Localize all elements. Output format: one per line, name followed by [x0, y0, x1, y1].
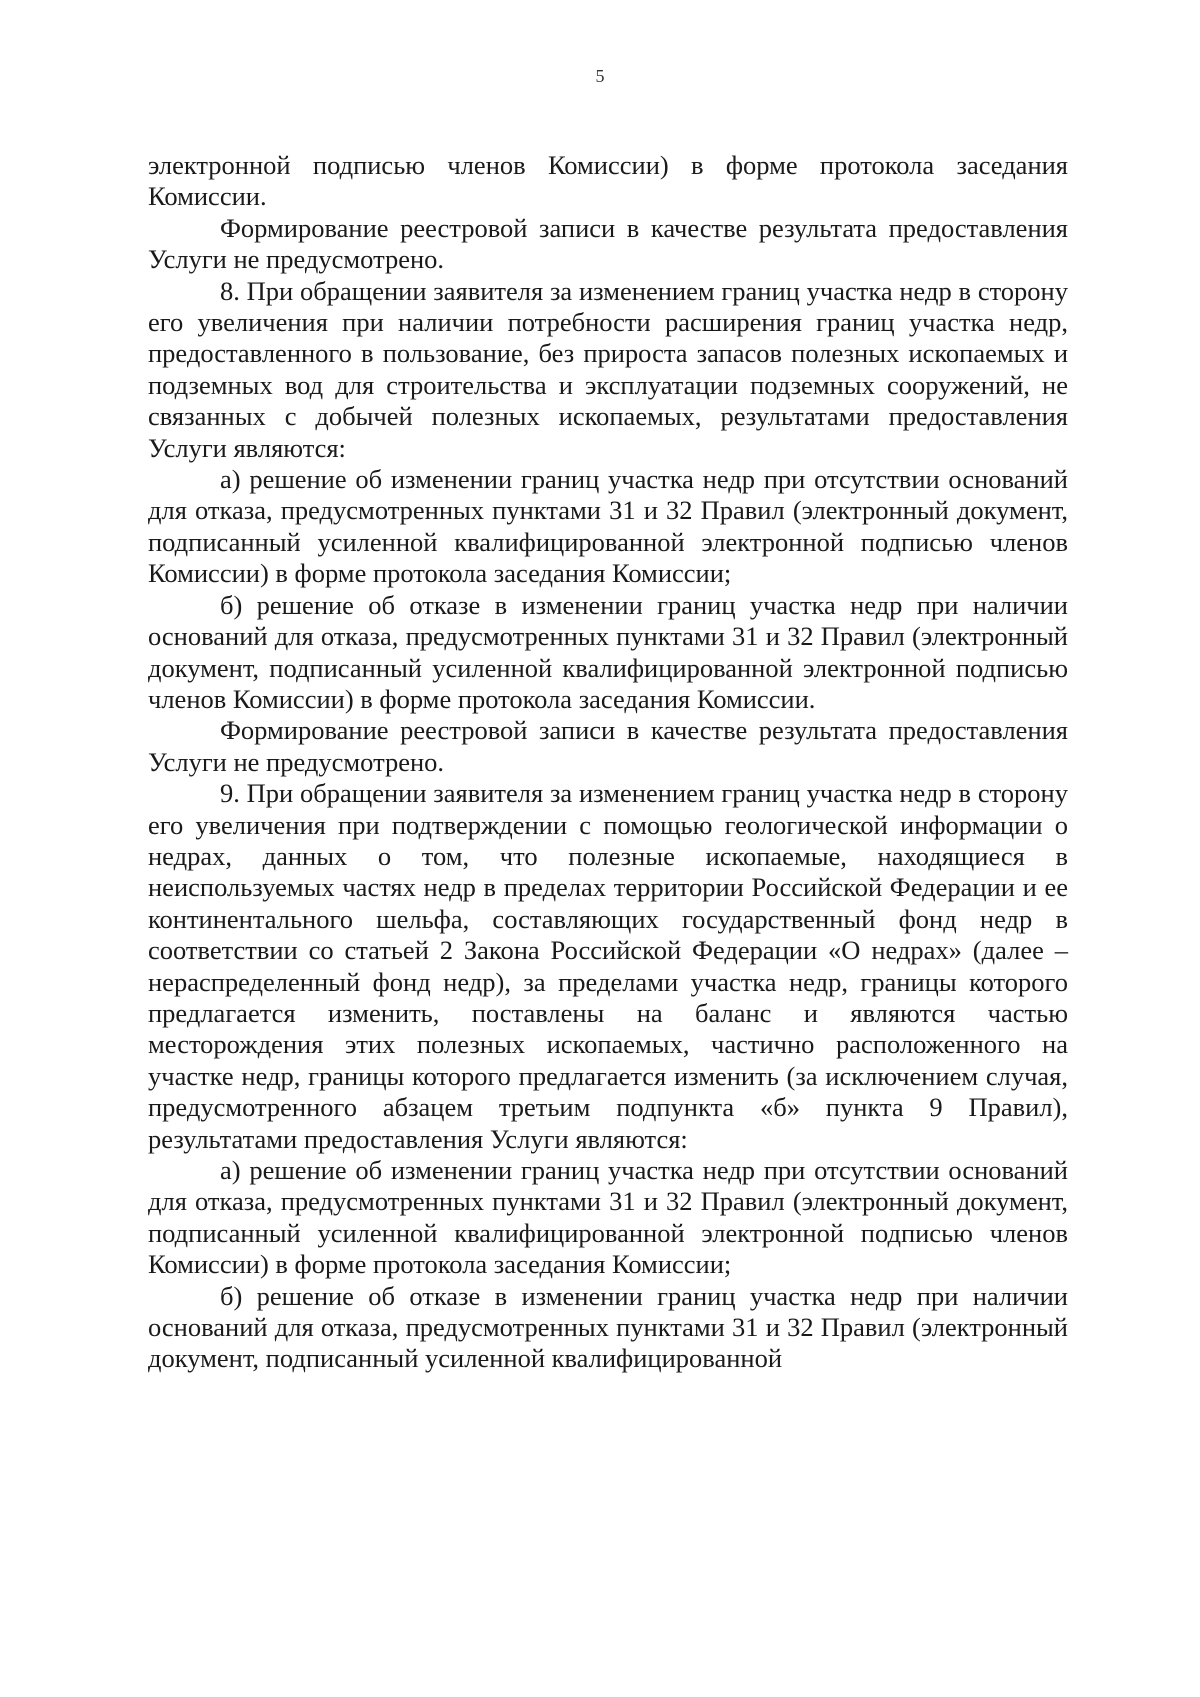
paragraph-item-9: 9. При обращении заявителя за изменением границ участка недр в сторону его увеличения при подтверждении с помощью геологической информации о недрах, данных о том, что полезные ископаемые, находящиеся в неиспользуемых частях недр в пределах территории Российской Федерации и ее континентального шельфа, составляющих государственный фонд недр в соответствии со статьей 2 Закона Российской Федерации «О недрах» (далее – нераспределенный фонд недр), за пределами участка недр, границы которого предлагается изменить, поставлены на баланс и являются частью месторождения этих полезных ископаемых, частично расположенного на участке недр, границы которого предлагается изменить (за исключением случая, предусмотренного абзацем третьим подпункта «б» пункта 9 Правил), результатами предоставления Услуги являются:	[148, 778, 1068, 1154]
document-body	[148, 150, 1068, 1375]
paragraph-item-8a: а) решение об изменении границ участка недр при отсутствии оснований для отказа, предусмотренных пунктами 31 и 32 Правил (электронный документ, подписанный усиленной квалифицированной электронной подписью членов Комиссии) в форме протокола заседания Комиссии;	[148, 464, 1068, 589]
page-number: 5	[595, 66, 605, 86]
paragraph-continuation: электронной подписью членов Комиссии) в форме протокола заседания Комиссии.	[148, 150, 1068, 212]
paragraph-registry-note-2: Формирование реестровой записи в качестве результата предоставления Услуги не предусмотрено.	[148, 715, 1068, 777]
paragraph-item-8b: б) решение об отказе в изменении границ участка недр при наличии оснований для отказа, предусмотренных пунктами 31 и 32 Правил (электронный документ, подписанный усиленной квалифицированной электронной подписью членов Комиссии) в форме протокола заседания Комиссии.	[148, 589, 1068, 714]
paragraph-item-9b: б) решение об отказе в изменении границ участка недр при наличии оснований для отказа, предусмотренных пунктами 31 и 32 Правил (электронный документ, подписанный усиленной квалифицированной	[148, 1280, 1068, 1374]
paragraph-registry-note: Формирование реестровой записи в качестве результата предоставления Услуги не предусмотрено.	[148, 212, 1068, 275]
paragraph-item-8: 8. При обращении заявителя за изменением границ участка недр в сторону его увеличения при наличии потребности расширения границ участка недр, предоставленного в пользование, без прироста запасов полезных ископаемых и подземных вод для строительства и эксплуатации подземных сооружений, не связанных с добычей полезных ископаемых, результатами предоставления Услуги являются:	[148, 275, 1068, 463]
paragraph-item-9a: а) решение об изменении границ участка недр при отсутствии оснований для отказа, предусмотренных пунктами 31 и 32 Правил (электронный документ, подписанный усиленной квалифицированной электронной подписью членов Комиссии) в форме протокола заседания Комиссии;	[148, 1155, 1068, 1280]
